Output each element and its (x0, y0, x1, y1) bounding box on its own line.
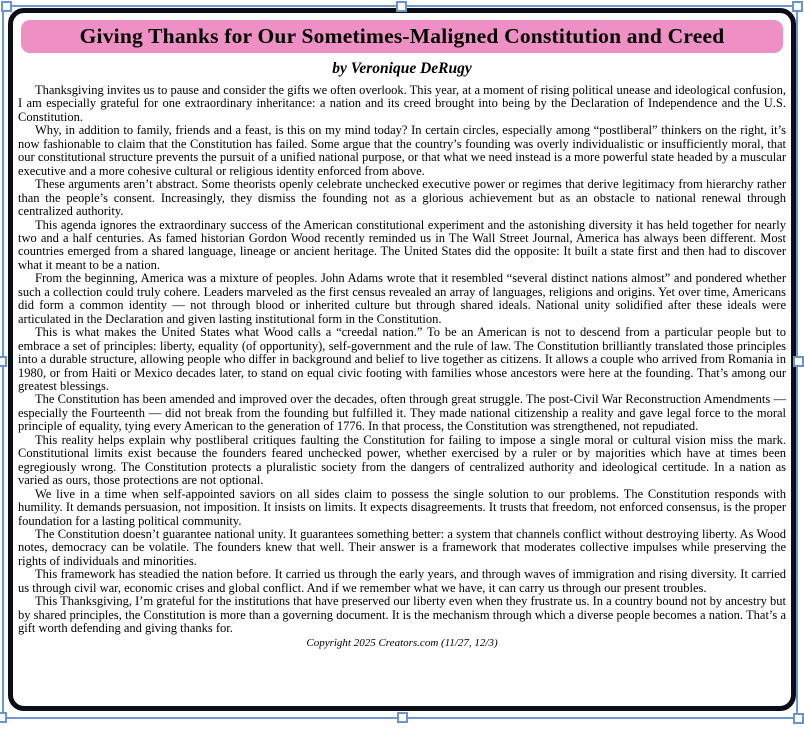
article-body (13, 78, 791, 636)
resize-handle-top-left[interactable] (1, 1, 12, 12)
article-paragraph: We live in a time when self-appointed saviors on all sides claim to possess the single solution to our problems. The Constitution responds with humility. It demands persuasion, not imposition. It insists on limits. It expects disagreements. It trusts that freedom, not enforced consensus, is the proper foundation for a lasting political community. (18, 486, 786, 528)
article-title: Giving Thanks for Our Sometimes-Maligned Constitution and Creed (79, 24, 725, 48)
article-paragraph: This agenda ignores the extraordinary success of the American constitutional experiment and the astonishing diversity it has held together for nearly two and a half centuries. As famed historian Gordon Wood recently reminded us in The Wall Street Journal, America has always been different. Most countries emerged from a shared language, lineage or ancient heritage. The United States did the opposite: It built a state first and then had to discover what it meant to be a nation. (18, 217, 786, 272)
resize-handle-bottom-right[interactable] (793, 713, 804, 724)
article-byline: by Veronique DeRugy (332, 60, 472, 77)
article-paragraph: The Constitution doesn’t guarantee national unity. It guarantees something better: a system that channels conflict without destroying liberty. As Wood notes, democracy can be volatile. The founders knew that well. Their answer is a framework that moderates collective impulses while preserving the rights of individuals and minorities. (18, 526, 786, 568)
article-title-banner (21, 20, 783, 53)
resize-handle-bottom-middle[interactable] (397, 712, 408, 723)
resize-handle-top-right[interactable] (792, 1, 803, 12)
article-paragraph: This reality helps explain why postliberal critiques faulting the Constitution for failing to impose a single moral or cultural vision miss the mark. Constitutional limits exist because the founders feared unchecked power, whether exercised by a ruler or by majorities which have at times been egregiously wrong. The Constitution protects a pluralistic society from the dangers of centralized authority and ideological certitude. In a nation as varied as ours, those protections are not optional. (18, 432, 786, 488)
resize-handle-middle-left[interactable] (0, 356, 7, 367)
resize-handle-bottom-left[interactable] (0, 712, 7, 723)
article-paragraph: These arguments aren’t abstract. Some theorists openly celebrate unchecked executive power or regimes that derive legitimacy from hierarchy rather than the people’s consent. Increasingly, they dismiss the founding not as a glorious achievement but as an obstacle to national renewal through centralized authority. (18, 177, 786, 219)
copyright-line: Copyright 2025 Creators.com (11/27, 12/3) (306, 636, 498, 649)
article-paragraph: Thanksgiving invites us to pause and consider the gifts we often overlook. This year, at a moment of rising political unease and ideological confusion, I am especially grateful for one extraordinary inheritance: a nation and its creed brought into being by the Declaration of Independence and the U.S. Constitution. (18, 83, 786, 124)
article-paragraph: This is what makes the United States what Wood calls a “creedal nation.” To be an American is not to descend from a particular people but to embrace a set of principles: liberty, equality (of opportunity), self-government and the rule of law. The Constitution brilliantly translated those principles into a durable structure, allowing people who differ in background and belief to live together as citizens. It allows a couple who arrived from Romania in 1980, or from Haiti or Mexico decades later, to stand on equal civic footing with families whose ancestors were here at the founding. That’s among our greatest blessings. (18, 325, 786, 393)
article-paragraph: Why, in addition to family, friends and a feast, is this on my mind today? In certain circles, especially among “postliberal” thinkers on the right, it’s now fashionable to claim that the Constitution has failed. Some argue that the country’s founding was overly individualistic or insufficiently moral, that our constitutional structure prevents the pursuit of a unified national purpose, or that what we need instead is a more powerful state headed by a muscular executive and a more cohesive cultural or religious identity enforced from above. (18, 123, 786, 178)
resize-handle-middle-right[interactable] (793, 356, 804, 367)
article-paragraph: From the beginning, America was a mixture of peoples. John Adams wrote that it resembled “several distinct nations almost” and pondered whether such a collection could truly cohere. Leaders marveled as the first census revealed an array of languages, religions and origins. Yet over time, Americans did form a common identity — not through blood or inherited culture but through shared ideals. National unity solidified after these ideals were articulated in the Declaration and given lasting institutional form in the Constitution. (18, 271, 786, 326)
article-paragraph: The Constitution has been amended and improved over the decades, often through great struggle. The post-Civil War Reconstruction Amendments — especially the Fourteenth — did not break from the founding but fulfilled it. They made national citizenship a reality and gave legal force to the moral principle of equality, tying every American to the generation of 1776. In that process, the Constitution was strengthened, not repudiated. (18, 392, 786, 434)
article-paragraph: This framework has steadied the nation before. It carried us through the early years, and through waves of immigration and rising diversity. It carried us through civil war, economic crises and global conflict. And if we remember what we have, it can carry us through our present troubles. (18, 567, 786, 595)
article-paragraph: This Thanksgiving, I’m grateful for the institutions that have preserved our liberty even when they frustrate us. In a country bound not by ancestry but by shared principles, the Constitution is more than a governing document. It is the mechanism through which a diverse people becomes a nation. That’s a gift worth defending and giving thanks for. (18, 594, 786, 636)
resize-handle-top-middle[interactable] (396, 1, 407, 12)
article-frame[interactable] (8, 8, 796, 711)
